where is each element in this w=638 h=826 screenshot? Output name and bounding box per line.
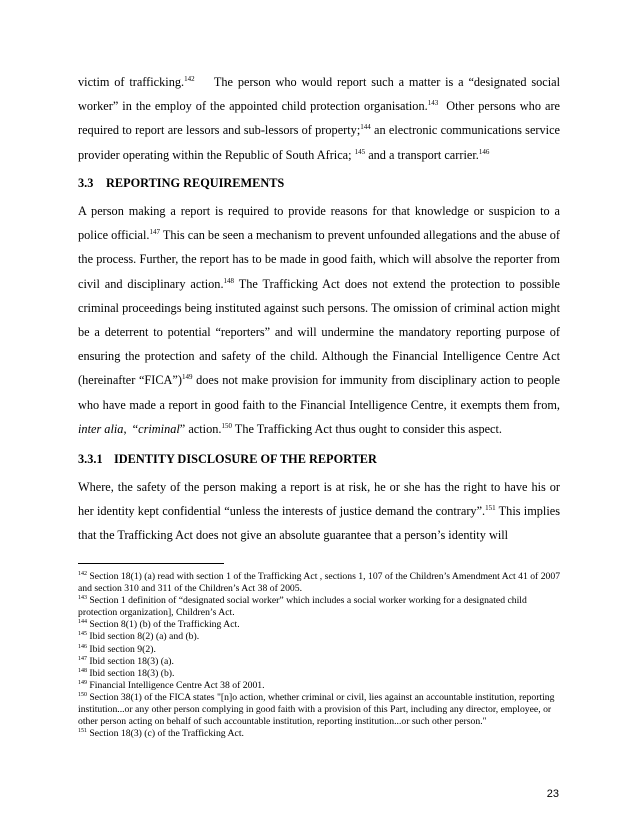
italic-text: criminal <box>138 421 180 436</box>
footnote-text: Section 18(3) (c) of the Trafficking Act. <box>87 728 244 740</box>
footnote-text: Section 18(1) (a) read with section 1 of the Trafficking Act , sections 1, 107 of the Children’s Amendment Act 41 of 2007 and section 310 and 311 of the Children’s Act 38 of 2005. <box>78 571 561 595</box>
footnote <box>78 644 562 656</box>
paragraph-identity-disclosure <box>78 475 560 548</box>
text: The Trafficking Act does not extend the protection to possible criminal proceedings being instituted against such persons. The omission of criminal action might be a deterrent to potential “reporters” and will undermine the mandatory reporting purpose of ensuring the protection and safety of the child. Although the Financial Intelligence Centre Act (hereinafter “FICA”) <box>78 276 561 388</box>
footnote-ref-149[interactable]: 149 <box>181 373 193 382</box>
footnote-text: Ibid section 18(3) (a). <box>87 655 174 667</box>
text: ” action. <box>179 421 222 436</box>
footnote-ref-147[interactable]: 147 <box>149 228 160 237</box>
footnote-number: 148 <box>78 667 87 674</box>
text: and a transport carrier. <box>365 147 479 162</box>
footnote-ref-145[interactable]: 145 <box>354 147 366 156</box>
text: This implies that the Trafficking Act does not give an absolute guarantee that a person’s identity will <box>78 504 560 543</box>
footnote-ref-146[interactable]: 146 <box>478 147 490 156</box>
footnote-text: Ibid section 9(2). <box>87 643 156 655</box>
footnote-text: Section 38(1) of the FICA states "[n]o action, whether criminal or civil, lies against an accountable institution, reporting institution...or any other person complying in good faith with a provision of this Part, including any director, employee, or other person acting on behalf of such accountable institution, reporting institution...or such other person." <box>78 691 555 728</box>
footnote-number: 146 <box>78 643 87 650</box>
footnote-separator <box>78 563 224 564</box>
footnote-ref-142[interactable]: 142 <box>184 74 195 83</box>
footnote-text: Financial Intelligence Centre Act 38 of 2001. <box>87 679 265 691</box>
footnote <box>78 656 562 668</box>
footnote-ref-150[interactable]: 150 <box>221 421 232 430</box>
footnote <box>78 668 562 680</box>
footnote <box>78 680 562 692</box>
section-title: REPORTING REQUIREMENTS <box>106 176 285 190</box>
section-number: 3.3.1 <box>78 452 103 466</box>
footnote <box>78 728 562 740</box>
paragraph-reporting-requirements <box>78 199 560 441</box>
footnote-ref-143[interactable]: 143 <box>427 99 439 108</box>
footnote-number: 151 <box>78 727 87 734</box>
footnote-number: 149 <box>78 679 87 686</box>
footnote-ref-144[interactable]: 144 <box>360 123 371 132</box>
footnote <box>78 631 562 643</box>
text: Other persons who are required to report are lessors and sub-lessors of property; <box>78 99 560 138</box>
footnote-number: 143 <box>78 594 87 601</box>
text: This can be seen a mechanism to prevent unfounded allegations and the abuse of the process. Further, the report has to be made in good faith, which will absolve the reporter from civil and disciplinary action. <box>78 228 560 291</box>
text: does not make provision for immunity from disciplinary action to people who have made a report in good faith to the Financial Intelligence Centre, it exempts them from, <box>78 373 560 412</box>
footnote-text: Section 1 definition of “designated social worker” which includes a social worker working for a designated child protection organization], Children’s Act. <box>78 595 527 619</box>
text: , “ <box>123 421 139 436</box>
footnote-text: Section 8(1) (b) of the Trafficking Act. <box>87 619 240 631</box>
text: Where, the safety of the person making a report is at risk, he or she has the right to have his or her identity kept confidential “unless the interests of justice demand the contrary”. <box>78 480 560 519</box>
paragraph-designated-reporters <box>78 70 560 167</box>
footnote-number: 142 <box>78 570 87 577</box>
section-heading-3-3-1 <box>78 451 377 467</box>
footnote <box>78 571 562 595</box>
section-title: IDENTITY DISCLOSURE OF THE REPORTER <box>114 452 377 466</box>
footnote-ref-148[interactable]: 148 <box>223 276 235 285</box>
footnote-number: 144 <box>78 619 87 626</box>
footnote <box>78 595 562 619</box>
footnote-text: Ibid section 18(3) (b). <box>87 667 175 679</box>
text: an electronic communications service provider operating within the Republic of South Africa; <box>78 123 560 162</box>
text: victim of trafficking. <box>78 75 185 89</box>
text: The person who would report such a matter is a “designated social worker” in the employ of the appointed child protection organisation. <box>78 75 560 114</box>
footnote-number: 147 <box>78 655 87 662</box>
footnote-text: Ibid section 8(2) (a) and (b). <box>87 631 200 643</box>
text: The Trafficking Act thus ought to consider this aspect. <box>231 421 503 436</box>
footnote-number: 145 <box>78 631 87 638</box>
text: A person making a report is required to provide reasons for that knowledge or suspicion to a police official. <box>78 204 560 243</box>
footnote <box>78 692 562 728</box>
section-heading-3-3 <box>78 175 284 191</box>
italic-text: inter alia <box>78 421 124 436</box>
footnote-ref-151[interactable]: 151 <box>485 504 496 513</box>
footnotes <box>78 571 562 740</box>
footnote <box>78 619 562 631</box>
page-number: 23 <box>546 788 559 800</box>
section-number: 3.3 <box>78 176 94 190</box>
footnote-number: 150 <box>78 691 87 698</box>
